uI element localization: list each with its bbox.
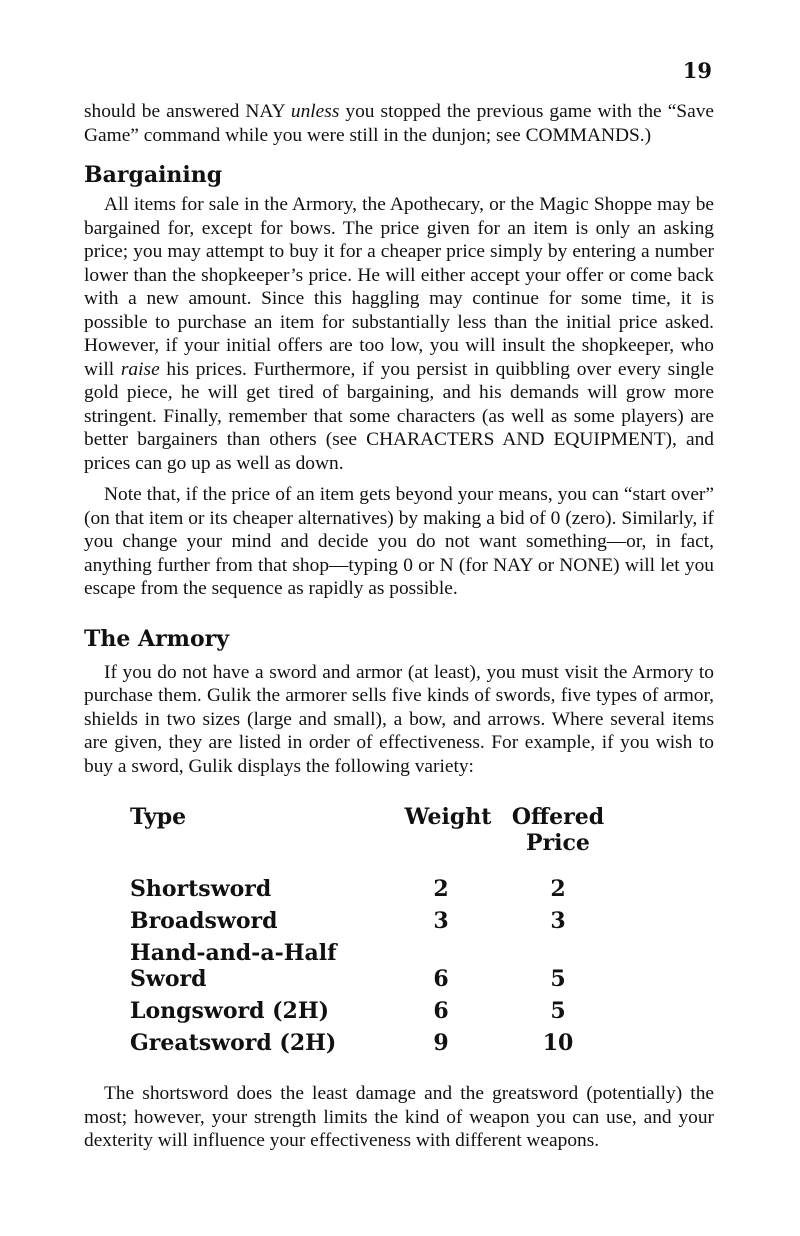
table-row [130, 1026, 608, 1058]
bargaining-heading: Bargaining [84, 162, 223, 188]
intro-text-end: you stopped the previous game with the “Save Game” command while you were still in the dunjon; see COMMANDS.) [84, 101, 714, 146]
sword-type: Greatsword (2H) [130, 1030, 337, 1056]
table-header-row [130, 804, 608, 872]
sword-price: 3 [550, 908, 566, 934]
bargaining-text-start: All items for sale in the Armory, the Apothecary, or the Magic Shoppe may be bargained for, except for bows. The price given for an item is only an asking price; you may attempt to buy it for a cheaper price simply by entering a number lower than the shopkeeper’s price. He will either accept your offer or come back with a new amount. Since this haggling may continue for some time, it is possible to purchase an item for substantially less than the initial price asked. However, if your initial offers are too low, you will insult the shopkeeper, who will [84, 194, 714, 380]
table-row [130, 904, 608, 936]
sword-price: 2 [550, 876, 566, 902]
sword-weight: 2 [433, 876, 449, 902]
sword-type: Hand-and-a-Half Sword [130, 940, 337, 992]
page-body [84, 100, 714, 1153]
bargaining-text-end: his prices. Furthermore, if you persist in quibbling over every single gold piece, he will get tired of bargaining, and his demands will grow more stringent. Finally, remember that some characters (as well as some players) are better bargainers than others (see CHARACTERS AND EQUIPMENT), and prices can go up as well as down. [84, 358, 714, 474]
bargaining-emphasis: raise [120, 358, 160, 380]
sword-price: 5 [550, 998, 566, 1024]
page-number: 19 [682, 58, 712, 83]
header-type: Type [130, 804, 187, 830]
sword-weight: 6 [433, 966, 449, 992]
bargaining-paragraph-1 [84, 193, 714, 475]
header-weight: Weight [404, 804, 492, 830]
sword-price: 10 [542, 1030, 574, 1056]
sword-weight: 6 [433, 998, 449, 1024]
sword-weight: 3 [433, 908, 449, 934]
sword-table-wrapper [130, 804, 630, 1058]
armory-paragraph-2: The shortsword does the least damage and the greatsword (potentially) the most; however, your strength limits the kind of weapon you can use, and your dexterity will influence your effectiveness with different weapons. [84, 1083, 714, 1151]
sword-table [130, 804, 608, 1058]
bargaining-paragraph-2: Note that, if the price of an item gets beyond your means, you can “start over” (on that item or its cheaper alternatives) by making a bid of 0 (zero). Similarly, if you change your mind and decide you do not want something—or, in fact, anything further from that shop—typing 0 or N (for NAY or NONE) will let you escape from the sequence as rapidly as possible. [84, 484, 714, 599]
table-row [130, 936, 608, 994]
sword-weight: 9 [433, 1030, 449, 1056]
armory-paragraph-1: If you do not have a sword and armor (at least), you must visit the Armory to purchase them. Gulik the armorer sells five kinds of swords, five types of armor, shields in two sizes (large and small), a bow, and arrows. Where several items are given, they are listed in order of effectiveness. For example, if you wish to buy a sword, Gulik displays the following variety: [84, 661, 714, 777]
intro-text-start: should be answered NAY [84, 101, 291, 122]
sword-type: Broadsword [130, 908, 278, 934]
sword-type: Shortsword [130, 876, 272, 902]
table-row [130, 994, 608, 1026]
sword-type: Longsword (2H) [130, 998, 330, 1024]
table-row [130, 872, 608, 904]
header-offered-price: Offered Price [511, 804, 605, 856]
intro-paragraph [84, 100, 714, 147]
armory-heading: The Armory [84, 625, 230, 652]
intro-emphasis: unless [290, 101, 340, 122]
sword-price: 5 [550, 966, 566, 992]
